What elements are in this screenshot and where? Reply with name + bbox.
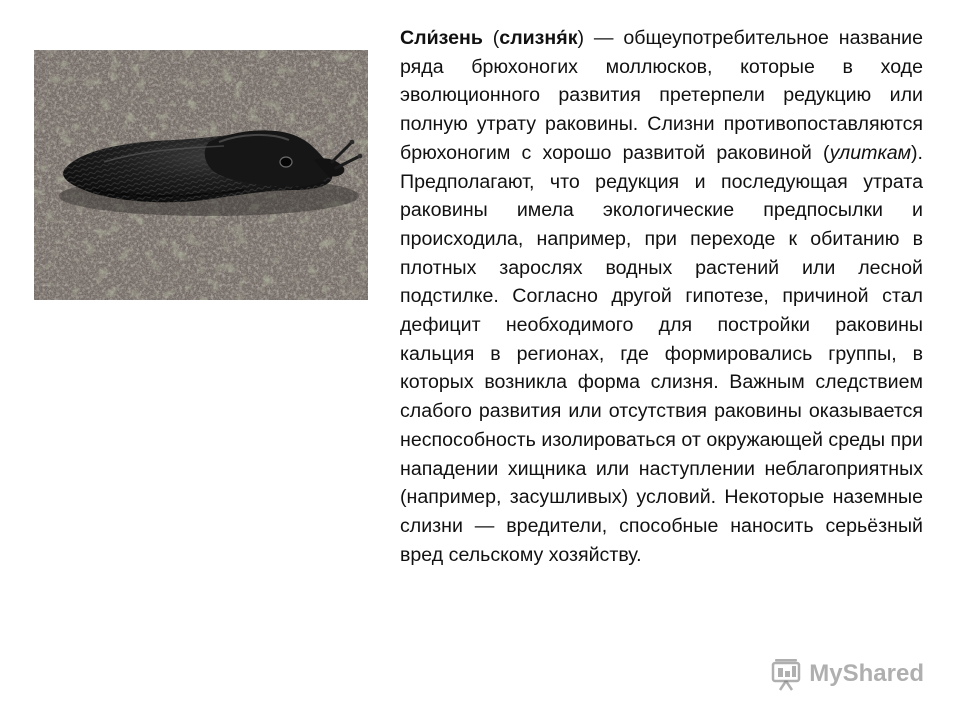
- watermark-text: MyShared: [809, 660, 924, 687]
- term-alt-bold: слизня́к: [499, 27, 578, 49]
- projector-icon: [769, 657, 803, 691]
- article-text: [400, 24, 923, 569]
- term-bold: Сли́зень: [400, 27, 483, 49]
- definition-part1: ) — общеупотребительное название ряда брюхоногих моллюсков, которые в ходе эволюционного развития претерпели редукцию или полную утрату раковины. Слизни противопоставляются брюхоногим с хорошо развитой раковиной (: [400, 27, 923, 164]
- term-open-paren: (: [482, 27, 500, 49]
- italic-word: улиткам: [829, 141, 912, 164]
- slug-photo: [34, 50, 368, 300]
- watermark: [769, 656, 924, 692]
- definition-part2: ). Предполагают, что редукция и последующая утрата раковины имела экологические предпосылки и происходила, например, при переходе к обитанию в плотных зарослях водных растений или лесной подстилке. Согласно другой гипотезе, причиной стал дефицит необходимого для постройки раковины кальция в регионах, где формировались группы, в которых возникла форма слизня. Важным следствием слабого развития или отсутствия раковины оказывается неспособность изолироваться от окружающей среды при нападении хищника или наступлении неблагоприятных (например, засушливых) условий. Некоторые наземные слизни — вредители, способные наносить серьёзный вред сельскому хозяйству.: [400, 141, 923, 566]
